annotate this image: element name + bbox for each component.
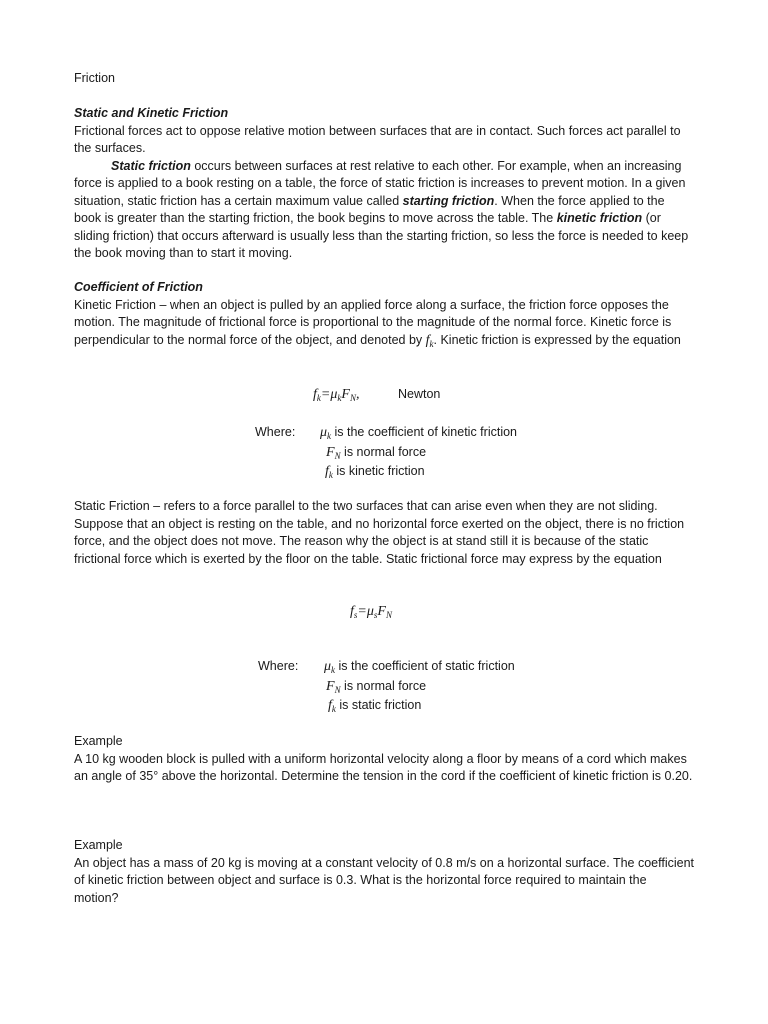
equation-unit-newton: Newton (398, 387, 441, 401)
example-1 (74, 733, 694, 786)
equation-static-friction: $f_s=\mu_sF_N$ (350, 604, 392, 620)
definition-item: $\mu_k$ is the coefficient of kinetic friction (320, 425, 517, 441)
section-heading-static-kinetic: Static and Kinetic Friction (74, 106, 229, 120)
example-2 (74, 837, 694, 907)
definition-item: $F_N$ is normal force (326, 444, 427, 461)
document-title: Friction (74, 71, 115, 85)
section-heading-coefficient: Coefficient of Friction (74, 280, 203, 294)
term-starting-friction: starting friction (402, 193, 495, 208)
definition-item: $f_k$ is static friction (328, 698, 422, 714)
definition-item: $\mu_k$ is the coefficient of static friction (324, 659, 515, 675)
paragraph-kinetic-friction: Kinetic Friction – when an object is pulled by an applied force along a surface, the friction force opposes the motion. The magnitude of frictional force is proportional to the magnitude of the normal force. Kinetic force is perpendicular to the normal force of the object, and denoted by $f_k$. Kinetic friction is expressed by the equation (74, 297, 681, 349)
equation-kinetic-friction: $f_k=\mu_kF_N$, (313, 387, 360, 403)
paragraph-frictional-forces: Frictional forces act to oppose relative motion between surfaces that are in contact. Such forces act parallel to the surfaces. (74, 123, 681, 155)
where-label-kinetic: Where: (255, 425, 296, 439)
example-label: Example (74, 734, 123, 748)
paragraph-static-friction: Static friction occurs between surfaces at rest relative to each other. For example, when an increasing force is applied to a book resting on a table, the force of static friction is increases to prevent motion. In a given situation, static friction has a certain maximum value called starting friction. When the force applied to the book is greater than the starting friction, the book begins to move across the table. The kinetic friction (or sliding friction) that occurs afterward is usually less than the starting friction, so less the force is needed to keep the book moving than to start it moving. (74, 158, 689, 260)
definition-item: $f_k$ is kinetic friction (325, 464, 425, 480)
definitions-static (324, 657, 515, 716)
example-text: An object has a mass of 20 kg is moving at a constant velocity of 0.8 m/s on a horizontal surface. The coefficient of kinetic friction between object and surface is 0.3. What is the horizontal force required to maintain the motion? (74, 855, 695, 905)
example-text: A 10 kg wooden block is pulled with a uniform horizontal velocity along a floor by means of a cord which makes an angle of 35° above the horizontal. Determine the tension in the cord if the coefficient of kinetic friction is 0.20. (74, 751, 693, 783)
where-label-static: Where: (258, 659, 299, 673)
term-static-friction: Static friction (111, 158, 191, 173)
definition-item: $F_N$ is normal force (326, 678, 427, 695)
example-label: Example (74, 838, 123, 852)
symbol-fk: $f_k$ (425, 332, 434, 349)
section-static-kinetic (74, 105, 694, 263)
term-kinetic-friction: kinetic friction (556, 211, 643, 225)
paragraph-static-friction-definition: Static Friction – refers to a force parallel to the two surfaces that can arise even when they are not sliding. Suppose that an object is resting on the table, and no horizontal force exerted on the object, there is no friction force, and the object does not move. The reason why the object is at stand still it is because of the static frictional force which is exerted by the floor on the table. Static frictional force may express by the equation (74, 499, 685, 566)
definitions-kinetic (320, 423, 517, 482)
section-coefficient (74, 279, 694, 349)
